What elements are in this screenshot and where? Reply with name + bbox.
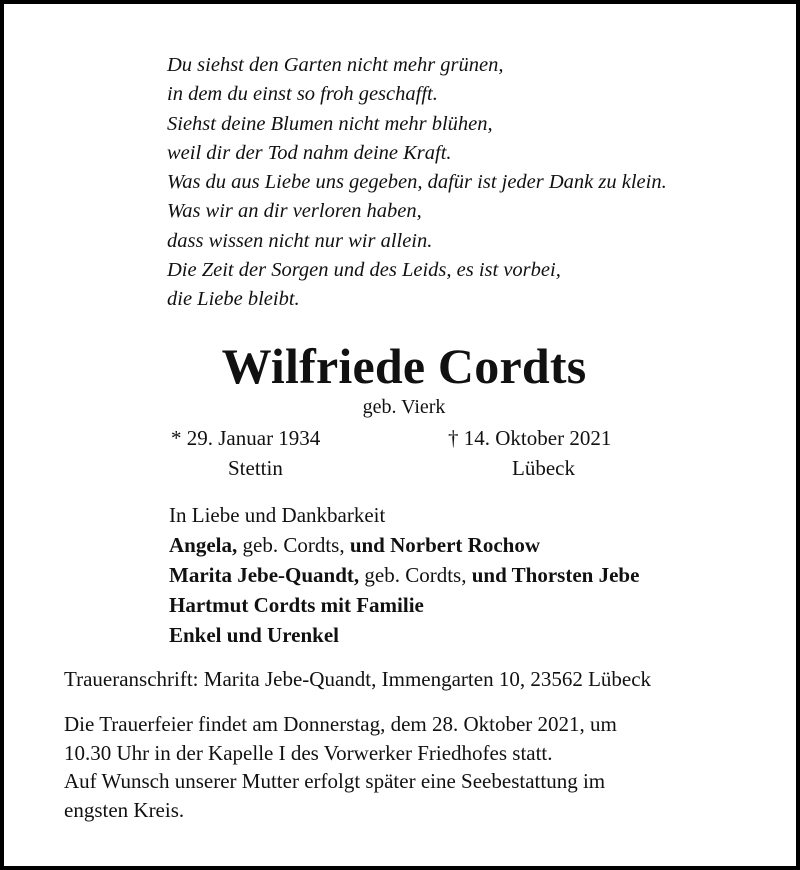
- poem-line: Was wir an dir verloren haben,: [167, 200, 422, 223]
- notice-line: 10.30 Uhr in der Kapelle I des Vorwerker Friedhofes statt.: [64, 740, 553, 765]
- mourner-name: Marita Jebe-Quandt,: [169, 563, 360, 587]
- poem-line: in dem du einst so froh geschafft.: [167, 83, 438, 106]
- mourners-intro: In Liebe und Dankbarkeit: [169, 503, 386, 527]
- mourner-partner: und Thorsten Jebe: [471, 563, 640, 587]
- memorial-poem: [167, 51, 667, 315]
- mourning-address: Traueranschrift: Marita Jebe-Quandt, Immengarten 10, 23562 Lübeck: [64, 667, 652, 691]
- deceased-name: Wilfriede Cordts: [221, 338, 587, 394]
- notice-line: engsten Kreis.: [64, 797, 185, 822]
- maiden-name: geb. Vierk: [362, 396, 446, 418]
- poem-line: dass wissen nicht nur wir allein.: [167, 229, 433, 252]
- mourner-line: Hartmut Cordts mit Familie: [169, 593, 424, 617]
- death-place: Lübeck: [512, 456, 575, 480]
- death-date: † 14. Oktober 2021: [448, 426, 612, 450]
- notice-line: Auf Wunsch unserer Mutter erfolgt später eine Seebestattung im: [64, 769, 606, 793]
- poem-line: Die Zeit der Sorgen und des Leids, es ist vorbei,: [167, 259, 561, 282]
- funeral-notice: [64, 710, 617, 824]
- mourner-note: geb. Cordts,: [359, 563, 472, 587]
- birth-date: * 29. Januar 1934: [171, 426, 321, 450]
- mourner-line: [169, 560, 639, 590]
- birth-place: Stettin: [228, 456, 283, 480]
- mourner-line: [169, 530, 639, 560]
- mourner-partner: und Norbert Rochow: [349, 533, 540, 557]
- mourner-line: Enkel und Urenkel: [169, 623, 339, 647]
- mourner-note: geb. Cordts,: [237, 533, 350, 557]
- poem-line: Du siehst den Garten nicht mehr grünen,: [167, 54, 504, 76]
- mourners-block: [169, 500, 639, 650]
- poem-line: Was du aus Liebe uns gegeben, dafür ist jeder Dank zu klein.: [167, 171, 667, 194]
- poem-line: weil dir der Tod nahm deine Kraft.: [167, 141, 452, 164]
- poem-line: Siehst deine Blumen nicht mehr blühen,: [167, 112, 493, 135]
- notice-line: Die Trauerfeier findet am Donnerstag, dem 28. Oktober 2021, um: [64, 712, 617, 736]
- mourner-name: Angela,: [169, 533, 238, 557]
- poem-line: die Liebe bleibt.: [167, 288, 300, 311]
